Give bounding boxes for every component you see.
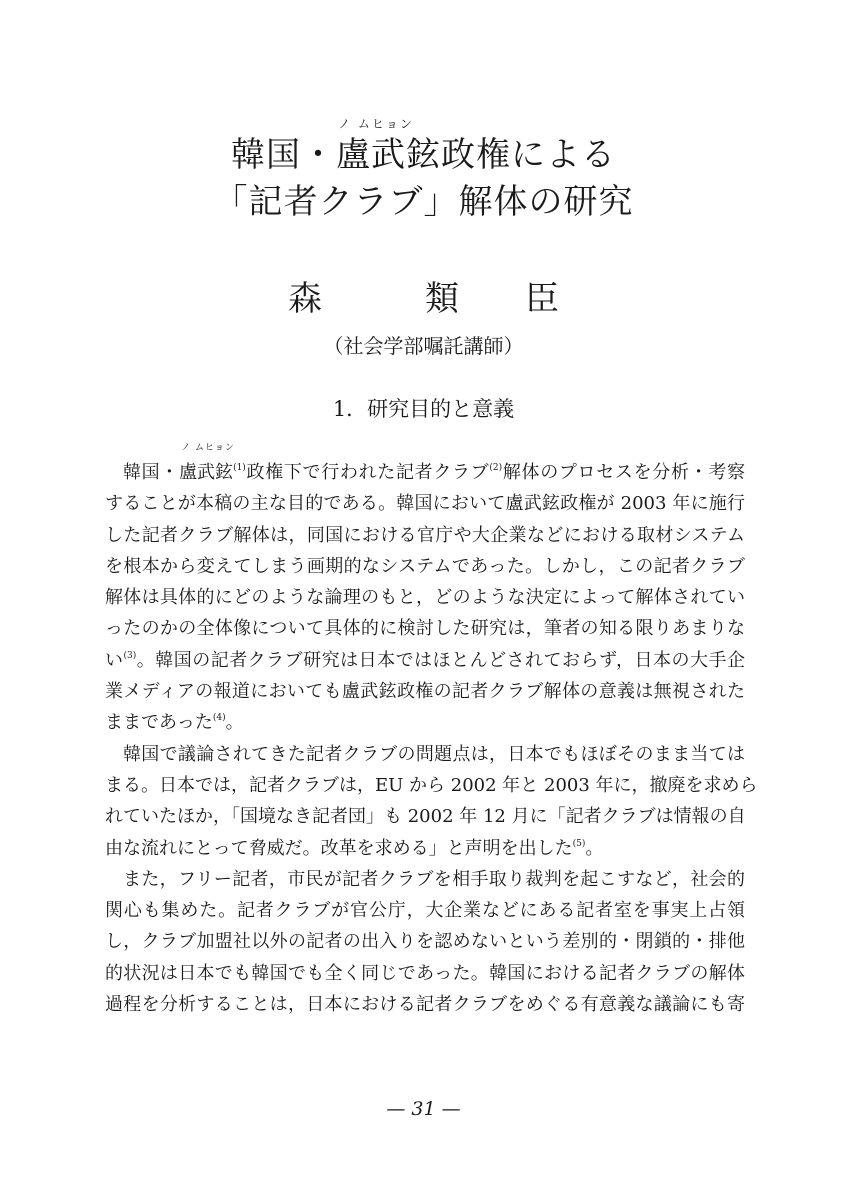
text-fragment: い	[105, 649, 124, 671]
body-text	[105, 443, 758, 1020]
text-fragment: 韓国・	[123, 462, 180, 483]
text-line: また，フリー記者，市民が記者クラブを相手取り裁判を起こすなど，社会的	[123, 868, 745, 890]
title-line-2	[0, 182, 847, 222]
text-line	[105, 833, 745, 864]
title-ruby	[336, 117, 441, 175]
inline-ruby	[179, 443, 235, 488]
text-line: 過程を分析することは，日本における記者クラブをめぐる有意義な議論にも寄	[105, 994, 745, 1016]
text-line: 的状況は日本でも韓国でも全く同じであった。韓国における記者クラブの解体	[105, 962, 745, 984]
text-line	[105, 443, 746, 488]
text-line: を根本から変えてしまう画期的なシステムであった。しかし，この記者クラブ	[105, 555, 745, 577]
footnote-reference: (1)	[233, 463, 246, 473]
text-fragment: 。	[225, 712, 244, 734]
author-name-char: 森	[288, 279, 322, 319]
author-name	[0, 279, 847, 328]
text-line: 韓国で議論されてきた記者クラブの問題点は，日本でもほぼそのまま当ては	[123, 743, 745, 765]
page-number: — 31 —	[386, 1098, 461, 1120]
author-affiliation: （社会学部嘱託講師）	[323, 334, 524, 358]
ruby-base: 盧武鉉	[179, 462, 234, 483]
title-line-1	[0, 117, 847, 175]
text-line: れていたほか，「国境なき記者団」も 2002 年 12 月に「記者クラブは情報の自	[105, 806, 746, 828]
title-text: 韓国・	[231, 135, 336, 175]
text-line: した記者クラブ解体は，同国における官庁や大企業などにおける取材システム	[105, 524, 745, 546]
author-name-char: 臣	[525, 279, 559, 319]
text-fragment: ままであった	[105, 712, 213, 734]
title-ruby-reading: ノ ムヒョン	[338, 117, 414, 131]
text-fragment: 政権下で行われた記者クラブ	[245, 462, 490, 483]
text-fragment: 解体のプロセスを分析・考察	[502, 462, 746, 483]
text-line: 関心も集めた。記者クラブが官公庁，大企業などにある記者室を事実上占領	[105, 900, 745, 922]
text-line: まる。日本では，記者クラブは，EU から 2002 年と 2003 年に，撤廃を求めら	[105, 774, 758, 796]
footnote-reference: (4)	[212, 713, 226, 724]
text-line	[105, 707, 745, 738]
footnote-reference: (3)	[123, 650, 137, 661]
text-fragment: 由な流れにとって脅威だ。改革を求める」と声明を出した	[105, 837, 573, 859]
text-fragment: 。韓国の記者クラブ研究は日本ではほとんどされておらず，日本の大手企	[136, 649, 746, 671]
text-line: ったのかの全体像について具体的に検討した研究は，筆者の知る限りあまりな	[105, 618, 745, 640]
text-line: 業メディアの報道においても盧武鉉政権の記者クラブ解体の意義は無視された	[105, 681, 745, 703]
title-text: 政権による	[441, 135, 616, 175]
author-name-char: 類	[425, 279, 459, 319]
text-line: し，クラブ加盟社以外の記者の出入りを認めないという差別的・閉鎖的・排他	[105, 931, 745, 953]
title-text: 「記者クラブ」解体の研究	[213, 182, 634, 222]
text-fragment: 。	[585, 837, 604, 859]
section-heading: 1．研究目的と意義	[332, 397, 515, 421]
ruby-reading: ノ ムヒョン	[181, 443, 235, 453]
footnote-reference: (5)	[572, 838, 586, 849]
text-line: 解体は具体的にどのような論理のもと，どのような決定によって解体されてい	[105, 587, 745, 609]
title-ruby-base: 盧武鉉	[336, 135, 441, 175]
text-line: することが本稿の主な目的である。韓国において盧武鉉政権が 2003 年に施行	[105, 493, 745, 515]
footnote-reference: (2)	[489, 463, 503, 473]
text-line	[105, 645, 745, 676]
